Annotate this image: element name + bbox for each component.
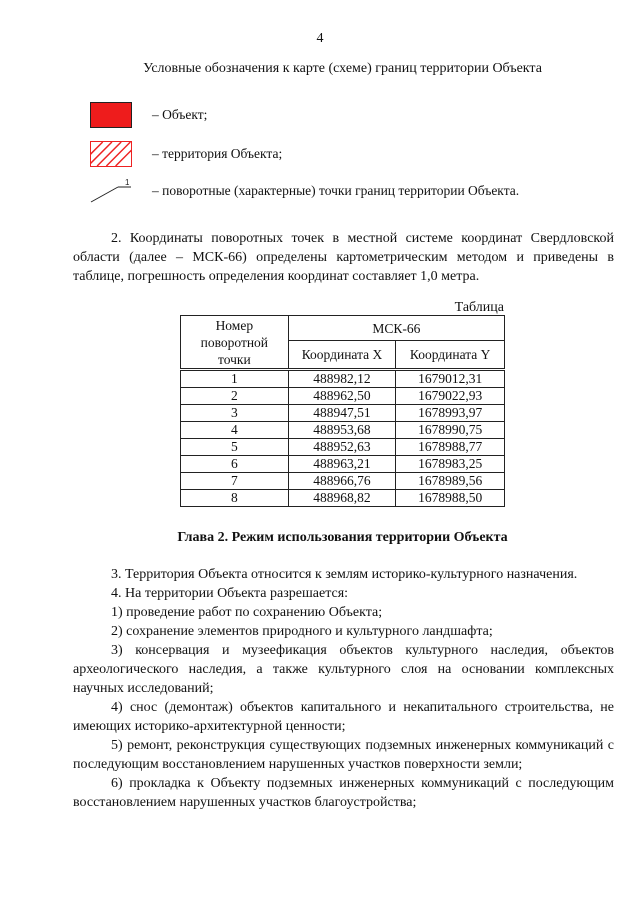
x-coordinate-cell: 488947,51 — [288, 405, 396, 422]
x-coordinate-cell: 488952,63 — [288, 439, 396, 456]
legend-label: – территория Объекта; — [152, 146, 283, 161]
header-x: Координата X — [288, 341, 396, 370]
x-coordinate-cell: 488953,68 — [288, 422, 396, 439]
hatched-territory-icon — [90, 141, 132, 167]
y-coordinate-cell: 1678990,75 — [396, 422, 505, 439]
point-number-cell: 7 — [181, 473, 289, 490]
page-number: 4 — [316, 31, 324, 46]
legend-label: – поворотные (характерные) точки границ территории Объекта. — [152, 183, 520, 198]
y-coordinate-cell: 1678983,25 — [396, 456, 505, 473]
x-coordinate-cell: 488962,50 — [288, 388, 396, 405]
table-row — [181, 370, 505, 388]
table-row — [181, 439, 505, 456]
header-point-number: Номер поворотной точки — [181, 316, 289, 370]
list-item: 1) проведение работ по сохранению Объекта; — [111, 605, 383, 620]
legend-item-territory — [90, 141, 282, 167]
table-caption: Таблица — [454, 300, 504, 315]
x-coordinate-cell: 488968,82 — [288, 490, 396, 507]
list-item: 3) консервация и музеефикация объектов культурного наследия, объектов археологического наследия, а также культурного слоя на основании комплексных научных исследований; — [73, 643, 614, 696]
chapter-body — [73, 565, 614, 812]
x-coordinate-cell: 488982,12 — [288, 370, 396, 388]
y-coordinate-cell: 1678988,77 — [396, 439, 505, 456]
legend-item-points — [90, 178, 519, 204]
coordinates-table — [180, 315, 505, 507]
point-number-cell: 1 — [181, 370, 289, 388]
point-number-cell: 5 — [181, 439, 289, 456]
point-number-cell: 6 — [181, 456, 289, 473]
list-item: 5) ремонт, реконструкция существующих подземных инженерных коммуникаций с последующим восстановлением нарушенных участков поверхности земли; — [73, 738, 614, 772]
y-coordinate-cell: 1678993,97 — [396, 405, 505, 422]
table-row — [181, 388, 505, 405]
point-marker-label: 1 — [125, 178, 130, 187]
legend-label: – Объект; — [152, 107, 208, 122]
paragraph-2: 2. Координаты поворотных точек в местной системе координат Свердловской области (далее – МСК-66) определены картометрическим методом и приведены в таблице, погрешность определения координат составляет 1,0 метра. — [73, 231, 614, 284]
list-item: 4) снос (демонтаж) объектов капитального и некапитального строительства, не имеющих историко-архитектурной ценности; — [73, 700, 614, 734]
x-coordinate-cell: 488966,76 — [288, 473, 396, 490]
table-row — [181, 456, 505, 473]
x-coordinate-cell: 488963,21 — [288, 456, 396, 473]
paragraph: 4. На территории Объекта разрешается: — [111, 586, 349, 601]
table-row — [181, 473, 505, 490]
point-number-cell: 2 — [181, 388, 289, 405]
header-system: МСК-66 — [288, 316, 504, 341]
paragraph: 3. Территория Объекта относится к землям историко-культурного назначения. — [111, 567, 578, 582]
point-number-cell: 4 — [181, 422, 289, 439]
point-number-cell: 8 — [181, 490, 289, 507]
y-coordinate-cell: 1678988,50 — [396, 490, 505, 507]
table-row — [181, 490, 505, 507]
chapter-title: Глава 2. Режим использования территории Объекта — [177, 530, 508, 545]
list-item: 6) прокладка к Объекту подземных инженерных коммуникаций с последующим восстановлением нарушенных участков благоустройства; — [73, 776, 614, 810]
object-fill-icon — [90, 102, 132, 128]
table-row — [181, 422, 505, 439]
point-number-cell: 3 — [181, 405, 289, 422]
y-coordinate-cell: 1679012,31 — [396, 370, 505, 388]
header-y: Координата Y — [396, 341, 505, 370]
y-coordinate-cell: 1679022,93 — [396, 388, 505, 405]
legend-item-object — [90, 102, 207, 128]
y-coordinate-cell: 1678989,56 — [396, 473, 505, 490]
list-item: 2) сохранение элементов природного и культурного ландшафта; — [111, 624, 493, 639]
legend-title: Условные обозначения к карте (схеме) границ территории Объекта — [143, 61, 542, 76]
table-row — [181, 405, 505, 422]
turning-point-icon — [90, 178, 132, 204]
